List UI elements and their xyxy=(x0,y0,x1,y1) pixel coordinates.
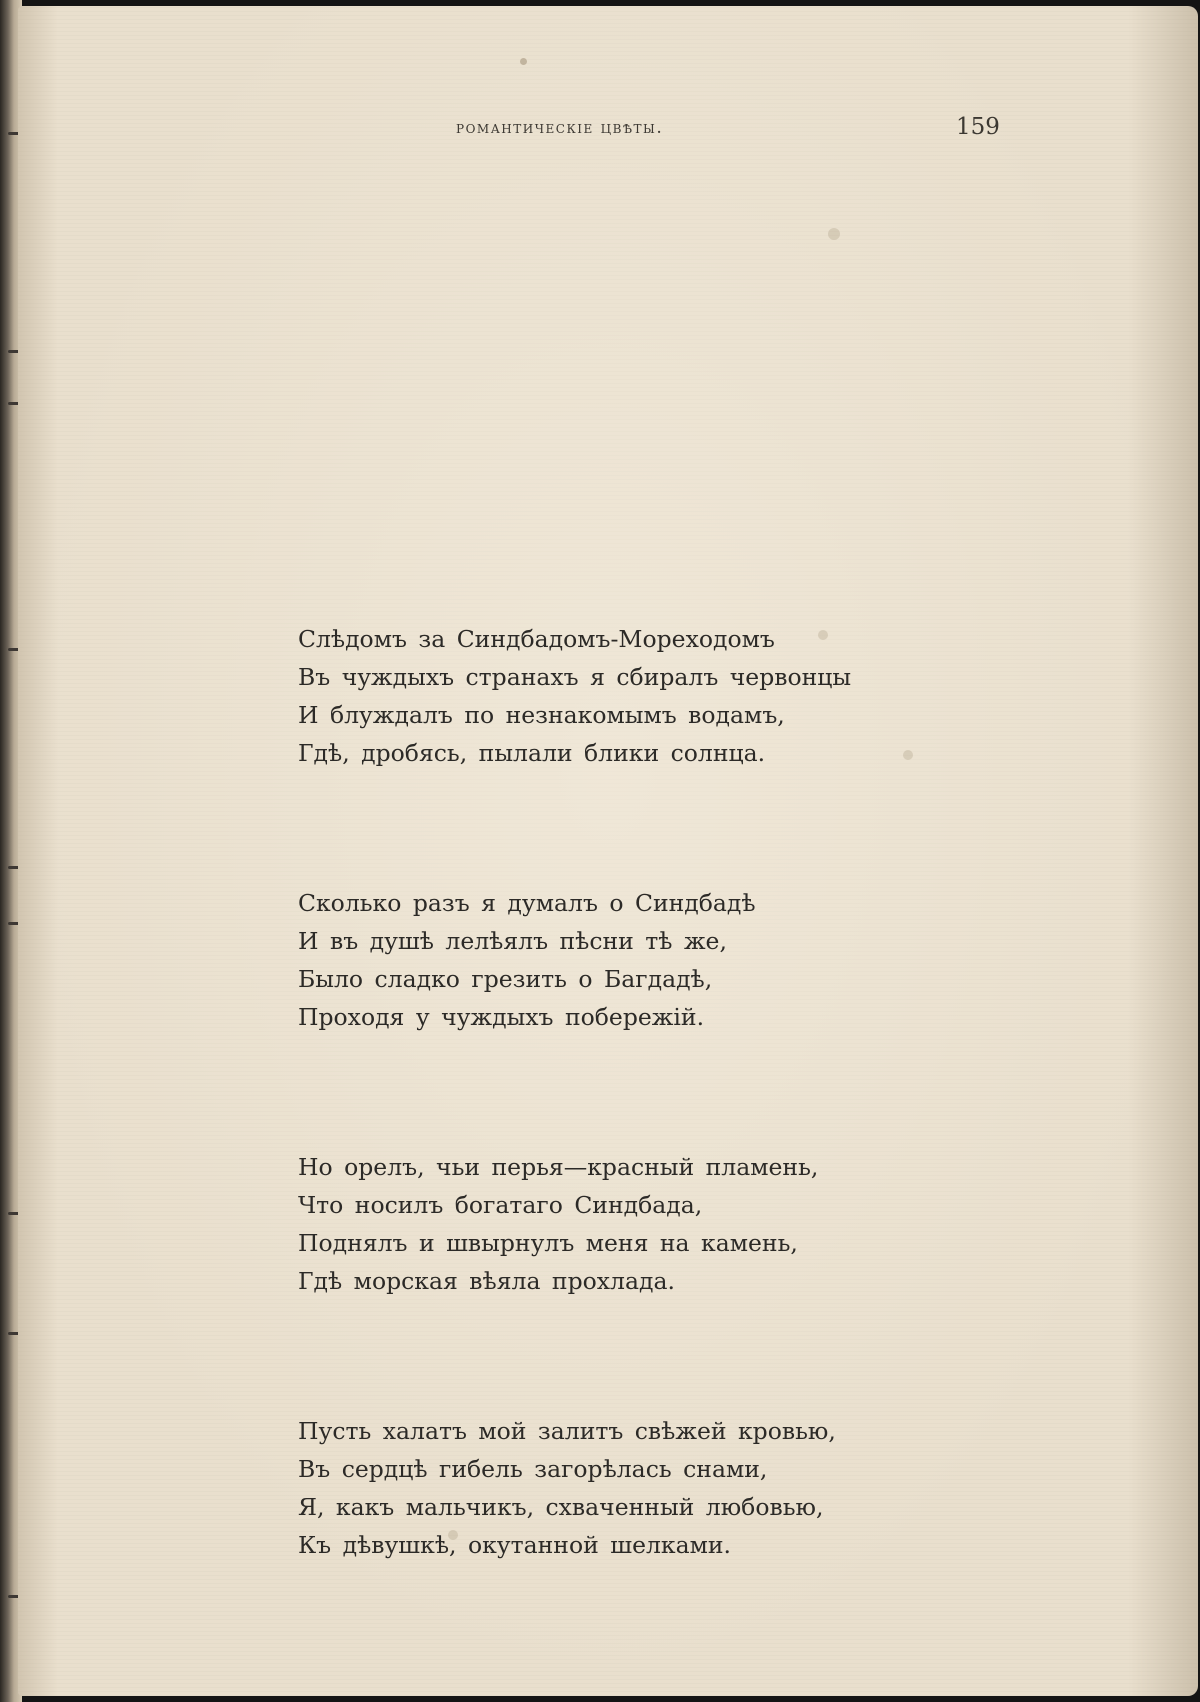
page-header xyxy=(18,114,1198,144)
poem-line: Къ дѣвушкѣ, окутанной шелками. xyxy=(298,1531,732,1559)
poem-line: Но орелъ, чьи перья—красный пламень, xyxy=(298,1153,819,1181)
paper-stain xyxy=(903,750,913,760)
stanza xyxy=(298,884,851,1036)
book-page xyxy=(18,6,1198,1696)
poem-line: Что носилъ богатаго Синдбада, xyxy=(298,1191,703,1219)
running-title: романтическіе цвѣты. xyxy=(456,118,664,138)
poem xyxy=(298,620,851,1676)
stanza xyxy=(298,1412,851,1564)
poem-line: Я, какъ мальчикъ, схваченный любовью, xyxy=(298,1493,824,1521)
poem-line: И въ душѣ лелѣялъ пѣсни тѣ же, xyxy=(298,927,727,955)
poem-line: Гдѣ морская вѣяла прохлада. xyxy=(298,1267,675,1295)
paper-stain xyxy=(520,58,527,65)
poem-line: Было сладко грезить о Багдадѣ, xyxy=(298,965,713,993)
poem-line: Поднялъ и швырнулъ меня на камень, xyxy=(298,1229,798,1257)
poem-line: Гдѣ, дробясь, пылали блики солнца. xyxy=(298,739,766,767)
poem-line: Сколько разъ я думалъ о Синдбадѣ xyxy=(298,889,756,917)
poem-line: Слѣдомъ за Синдбадомъ-Мореходомъ xyxy=(298,625,775,653)
poem-line: Въ чуждыхъ странахъ я сбиралъ червонцы xyxy=(298,663,852,691)
paper-stain xyxy=(828,228,840,240)
poem-line: Пусть халатъ мой залитъ свѣжей кровью, xyxy=(298,1417,836,1445)
page-number: 159 xyxy=(956,114,1000,140)
poem-line: И блуждалъ по незнакомымъ водамъ, xyxy=(298,701,785,729)
poem-line: Проходя у чуждыхъ побережій. xyxy=(298,1003,705,1031)
poem-line: Въ сердцѣ гибель загорѣлась снами, xyxy=(298,1455,768,1483)
stanza xyxy=(298,1148,851,1300)
stanza xyxy=(298,620,851,772)
